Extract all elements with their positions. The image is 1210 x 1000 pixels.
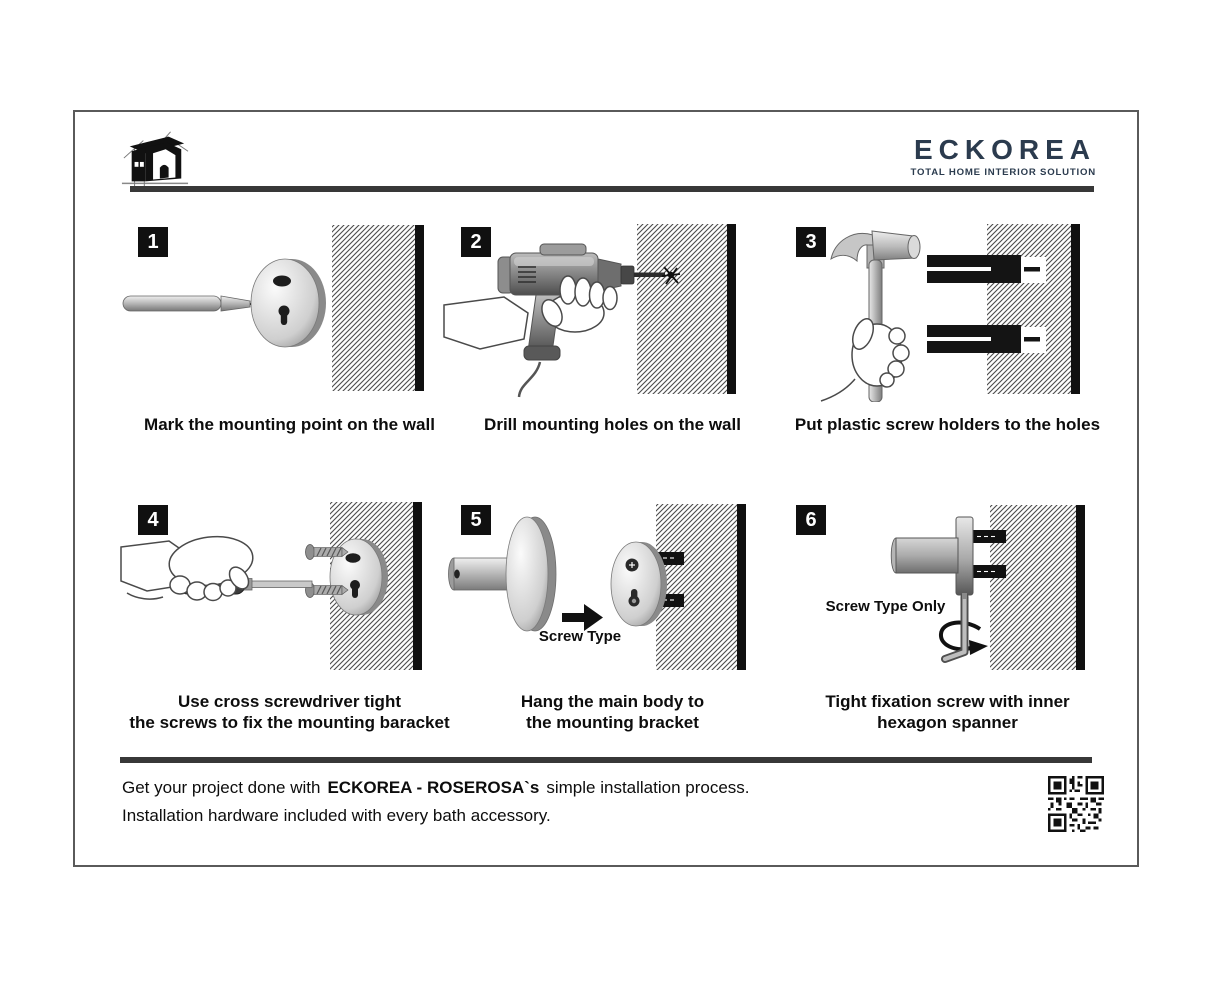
hammer-tapping-plastic-anchors: [775, 217, 1120, 402]
brand-tagline: TOTAL HOME INTERIOR SOLUTION: [910, 167, 1096, 178]
footer-rule: [120, 757, 1092, 763]
step-caption: Drill mounting holes on the wall: [484, 415, 741, 434]
arm-icon: [444, 297, 528, 349]
step-number-badge: 1: [138, 227, 168, 257]
brand-block: [911, 136, 1097, 178]
screwdriver-fixing-bracket-screws: [117, 497, 462, 682]
hex-spanner-tightening: [775, 497, 1120, 682]
mounted-body-side-icon: [891, 517, 973, 595]
step-6: [775, 497, 1120, 747]
step-number-badge: 6: [796, 505, 826, 535]
screw-type-only-label: Screw Type Only: [825, 598, 946, 615]
hand-icon: [821, 316, 909, 401]
step-number-badge: 2: [461, 227, 491, 257]
wall-texture: [987, 224, 1080, 394]
step-1: [117, 217, 462, 457]
mounting-bracket-icon: [251, 259, 326, 347]
awl-marking-bracket-on-wall: [117, 217, 462, 402]
step-3: [775, 217, 1120, 457]
arrow-right-icon: [562, 604, 603, 631]
wall-texture: [990, 505, 1085, 670]
plastic-anchor-icon: [927, 325, 1046, 353]
step-caption: Put plastic screw holders to the holes: [794, 415, 1101, 434]
header-rule: [130, 186, 1094, 192]
step-number-badge: 3: [796, 227, 826, 257]
step-caption: Hang the main body to the mounting bracket: [520, 692, 705, 732]
mounted-bracket-icon: [611, 542, 667, 626]
hang-main-body-to-bracket: [440, 497, 785, 682]
qr-code-icon: [1048, 776, 1104, 832]
step-number-badge: 5: [461, 505, 491, 535]
plastic-anchor-icon: [927, 255, 1046, 283]
step-2: [440, 217, 785, 457]
hand-drilling-wall: [440, 217, 785, 402]
wall-texture: [637, 224, 736, 394]
screw-type-label: Screw Type: [538, 628, 622, 645]
house-construction-sketch-icon: [120, 128, 190, 192]
step-caption: Tight fixation screw with inner hexagon spanner: [825, 692, 1070, 732]
step-caption: Mark the mounting point on the wall: [144, 415, 435, 434]
footer-line-1: Get your project done with ECKOREA - ROSEROSA`s simple installation process.: [122, 778, 750, 797]
hand-icon: [121, 532, 256, 600]
sheet-frame: [73, 110, 1139, 867]
brand-name: ECKOREA: [913, 134, 1096, 165]
footer-line-2: Installation hardware included with every bath accessory.: [122, 806, 551, 825]
step-5: [440, 497, 785, 747]
step-4: [117, 497, 462, 747]
wall-texture: [656, 504, 746, 670]
wall-texture: [332, 225, 424, 391]
step-number-badge: 4: [138, 505, 168, 535]
step-caption: Use cross screwdriver tight the screws to fix the mounting baracket: [129, 692, 450, 732]
brand-mention: ECKOREA - ROSEROSA`s: [327, 778, 540, 797]
